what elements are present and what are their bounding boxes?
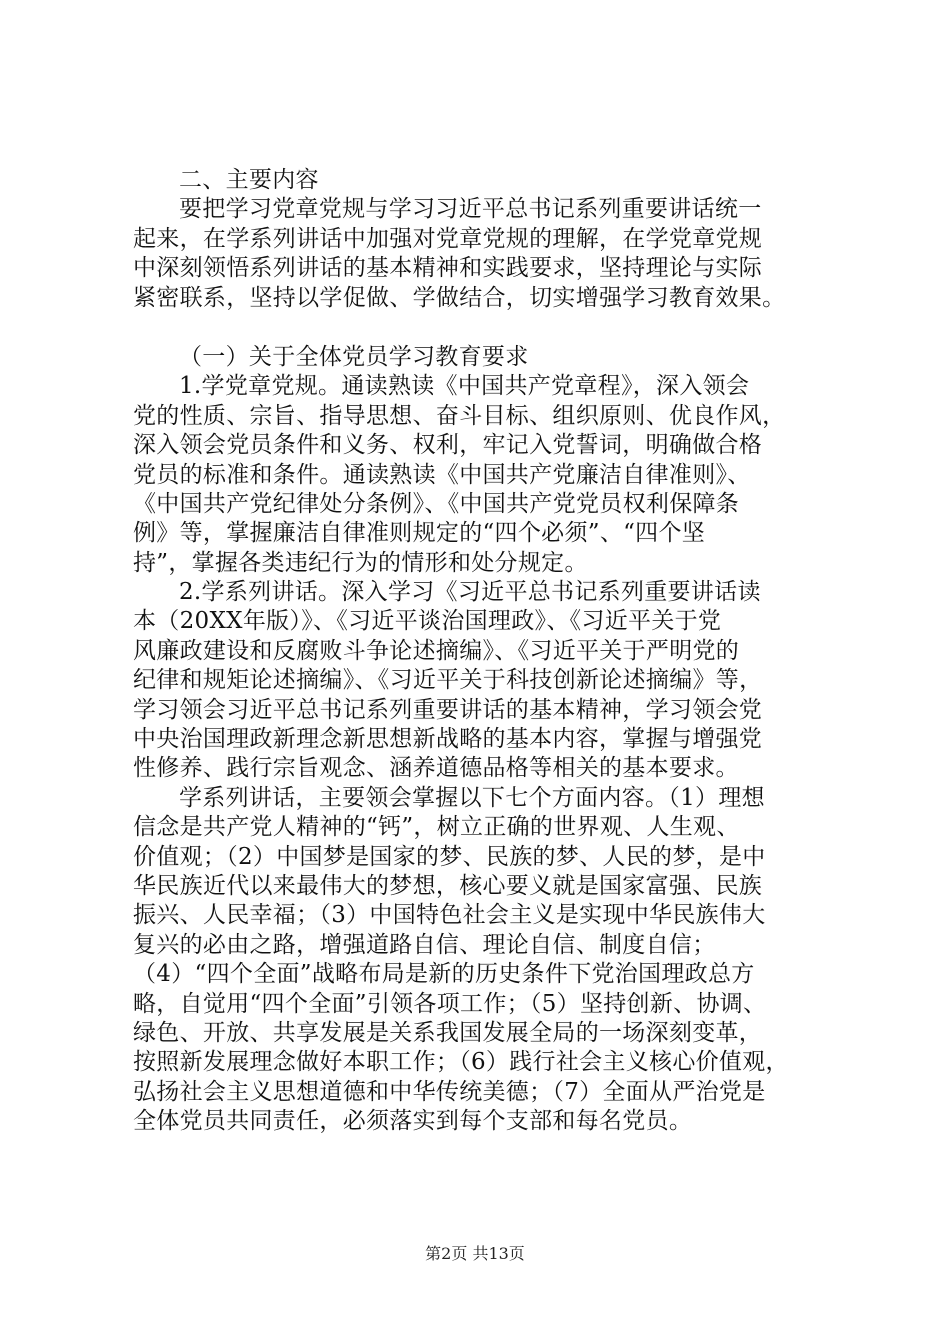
item2-line: 风廉政建设和反腐败斗争论述摘编》、《习近平关于严明党的 bbox=[133, 637, 740, 664]
item1-line: 党员的标准和条件。通读熟读《中国共产党廉洁自律准则》、 bbox=[133, 461, 751, 488]
item2-line: 中央治国理政新理念新思想新战略的基本内容，掌握与增强党 bbox=[133, 726, 763, 753]
item1-line: 例》等，掌握廉洁自律准则规定的“四个必须”、“四个坚 bbox=[133, 520, 706, 547]
intro-line: 紧密联系，坚持以学促做、学做结合，切实增强学习教育效果。 bbox=[133, 284, 786, 311]
subheading: （一）关于全体党员学习教育要求 bbox=[179, 343, 529, 370]
page-number-footer: 第2页 共13页 bbox=[425, 1244, 525, 1263]
item1-line: 深入领会党员条件和义务、权利，牢记入党誓词，明确做合格 bbox=[133, 432, 763, 459]
item2-line: 2.学系列讲话。深入学习《习近平总书记系列重要讲话读 bbox=[179, 579, 761, 606]
item1-paragraph bbox=[133, 372, 845, 578]
item3-line: 按照新发展理念做好本职工作；（6）践行社会主义核心价值观， bbox=[133, 1049, 789, 1076]
intro-paragraph bbox=[133, 195, 845, 313]
intro-line: 中深刻领悟系列讲话的基本精神和实践要求，坚持理论与实际 bbox=[133, 255, 763, 282]
item3-line: 学系列讲话，主要领会掌握以下七个方面内容。（1）理想 bbox=[179, 784, 765, 811]
intro-line: 要把学习党章党规与学习习近平总书记系列重要讲话统一 bbox=[179, 196, 762, 223]
section-heading: 二、主要内容 bbox=[179, 167, 319, 193]
item3-paragraph bbox=[133, 784, 845, 1137]
item2-line: 纪律和规矩论述摘编》、《习近平关于科技创新论述摘编》等， bbox=[133, 667, 763, 694]
item1-line: 党的性质、宗旨、指导思想、奋斗目标、组织原则、优良作风， bbox=[133, 402, 786, 429]
item2-line: 本（20XX年版）》、《习近平谈治国理政》、《习近平关于党 bbox=[133, 608, 722, 635]
item3-line: 华民族近代以来最伟大的梦想，核心要义就是国家富强、民族 bbox=[133, 872, 763, 899]
item3-line: 绿色、开放、共享发展是关系我国发展全局的一场深刻变革， bbox=[133, 1019, 763, 1046]
item3-line: 略，自觉用“四个全面”引领各项工作；（5）坚持创新、协调、 bbox=[133, 990, 767, 1017]
intro-line: 起来，在学系列讲话中加强对党章党规的理解，在学党章党规 bbox=[133, 225, 763, 252]
item3-line: 弘扬社会主义思想道德和中华传统美德；（7）全面从严治党是 bbox=[133, 1078, 766, 1105]
item3-line: （4）“四个全面”战略布局是新的历史条件下党治国理政总方 bbox=[133, 961, 755, 988]
item3-line: 振兴、人民幸福；（3）中国特色社会主义是实现中华民族伟大 bbox=[133, 902, 766, 929]
item3-line: 信念是共产党人精神的“钙”，树立正确的世界观、人生观、 bbox=[133, 814, 740, 841]
item2-paragraph bbox=[133, 578, 845, 784]
item3-line: 复兴的必由之路，增强道路自信、理论自信、制度自信； bbox=[133, 931, 716, 958]
document-body bbox=[133, 166, 845, 1137]
item1-line: 1.学党章党规。通读熟读《中国共产党章程》，深入领会 bbox=[179, 373, 750, 400]
item1-line: 《中国共产党纪律处分条例》、《中国共产党党员权利保障条 bbox=[133, 490, 740, 517]
item2-line: 学习领会习近平总书记系列重要讲话的基本精神，学习领会党 bbox=[133, 696, 763, 723]
item3-line: 价值观；（2）中国梦是国家的梦、民族的梦、人民的梦，是中 bbox=[133, 843, 766, 870]
item1-line: 持”，掌握各类违纪行为的情形和处分规定。 bbox=[133, 549, 588, 576]
item3-line: 全体党员共同责任，必须落实到每个支部和每名党员。 bbox=[133, 1108, 693, 1135]
item2-line: 性修养、践行宗旨观念、涵养道德品格等相关的基本要求。 bbox=[133, 755, 739, 782]
